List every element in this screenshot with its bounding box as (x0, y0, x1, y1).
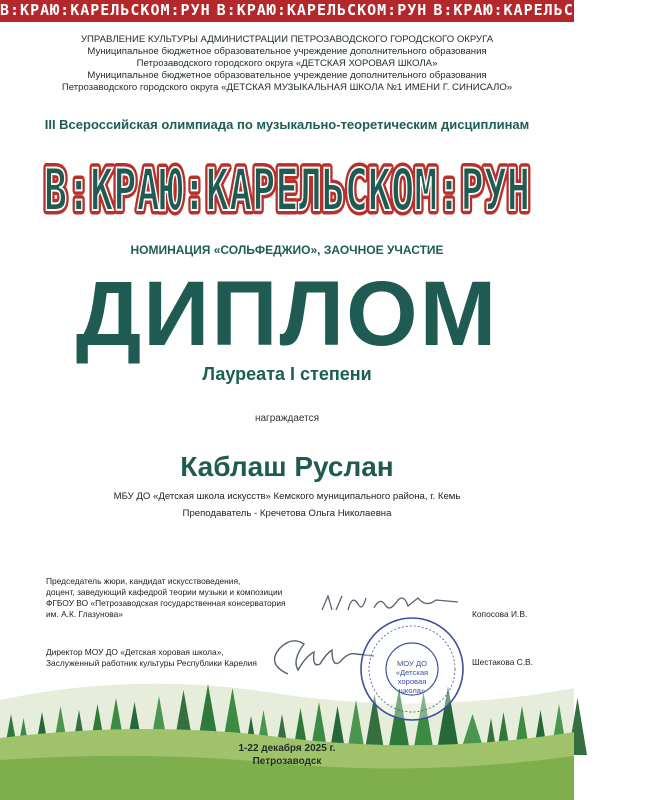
border-rune-segment: В:КРАЮ:КАРЕЛЬСКОМ:РУН (216, 1, 428, 19)
recipient-name: Каблаш Руслан (180, 451, 394, 482)
stamp-text-line: хоровая (397, 677, 427, 686)
signature-position-line: Председатель жюри, кандидат искусствоведения, (46, 576, 241, 586)
organizer-line: Петрозаводского городского округа «ДЕТСКАЯ ХОРОВАЯ ШКОЛА» (136, 58, 438, 69)
event-dates: 1-22 декабря 2025 г. (238, 743, 336, 754)
signature-position-line: доцент, заведующий кафедрой теории музыки и композиции (46, 587, 283, 597)
recipient-school: МБУ ДО «Детская школа искусств» Кемского муниципального района, г. Кемь (113, 491, 461, 502)
event-city: Петрозаводск (252, 756, 322, 767)
teacher-line: Преподаватель - Кречетова Ольга Николаевна (182, 508, 392, 519)
stamp-text-line: МОУ ДО (396, 659, 428, 668)
signature-position-line: им. А.К. Глазунова» (46, 609, 123, 619)
signature-position-line: Заслуженный работник культуры Республики Карелия (46, 658, 257, 668)
border-rune-segment: В:КРАЮ:КАРЕЛЬСКОМ:РУН (0, 1, 211, 19)
director-name: Шестакова С.В. (472, 657, 533, 667)
stamp-text-line: «Детская (395, 668, 429, 677)
forest-illustration (0, 660, 574, 800)
event-logo-banner (38, 148, 536, 226)
signature-position-line: Директор МОУ ДО «Детская хоровая школа», (46, 647, 224, 657)
banner-outline-text: В:КРАЮ:КАРЕЛЬСКОМ:РУН (44, 156, 530, 224)
nomination-text: НОМИНАЦИЯ «СОЛЬФЕДЖИО», ЗАОЧНОЕ УЧАСТИЕ (130, 243, 444, 257)
jury-chair-name: Копосова И.В. (472, 609, 528, 619)
organizer-line: Петрозаводского городского округа «ДЕТСКАЯ МУЗЫКАЛЬНАЯ ШКОЛА №1 ИМЕНИ Г. СИНИСАЛО» (61, 82, 513, 93)
olympiad-title: III Всероссийская олимпиада по музыкально-теоретическим дисциплинам (44, 117, 530, 132)
stamp-text-line: школа» (398, 686, 426, 695)
border-rune-text (0, 1, 644, 19)
jury-chair-signature-block (46, 576, 286, 620)
awarded-label: награждается (254, 413, 320, 424)
organizer-line: УПРАВЛЕНИЕ КУЛЬТУРЫ АДМИНИСТРАЦИИ ПЕТРОЗАВОДСКОГО ГОРОДСКОГО ОКРУГА (80, 34, 494, 45)
director-signature-block (46, 647, 257, 669)
organizers-block (0, 34, 574, 94)
signature-position-line: ФГБОУ ВО «Петрозаводская государственная консерватория (46, 598, 286, 608)
top-ornament-border (0, 0, 644, 22)
border-rune-segment: В:КРАЮ:КАРЕЛЬСКОМ:РУН (433, 1, 644, 19)
laureate-degree: Лауреата I степени (202, 364, 372, 384)
jury-chair-signature (318, 590, 468, 616)
diploma-title: ДИПЛОМ (75, 263, 499, 365)
stamp-center-text (386, 659, 438, 695)
organizer-line: Муниципальное бюджетное образовательное учреждение дополнительного образования (87, 46, 487, 57)
organizer-line: Муниципальное бюджетное образовательное учреждение дополнительного образования (87, 70, 487, 81)
banner-logo-text: В:КРАЮ:КАРЕЛЬСКОМ:РУН (44, 156, 530, 224)
